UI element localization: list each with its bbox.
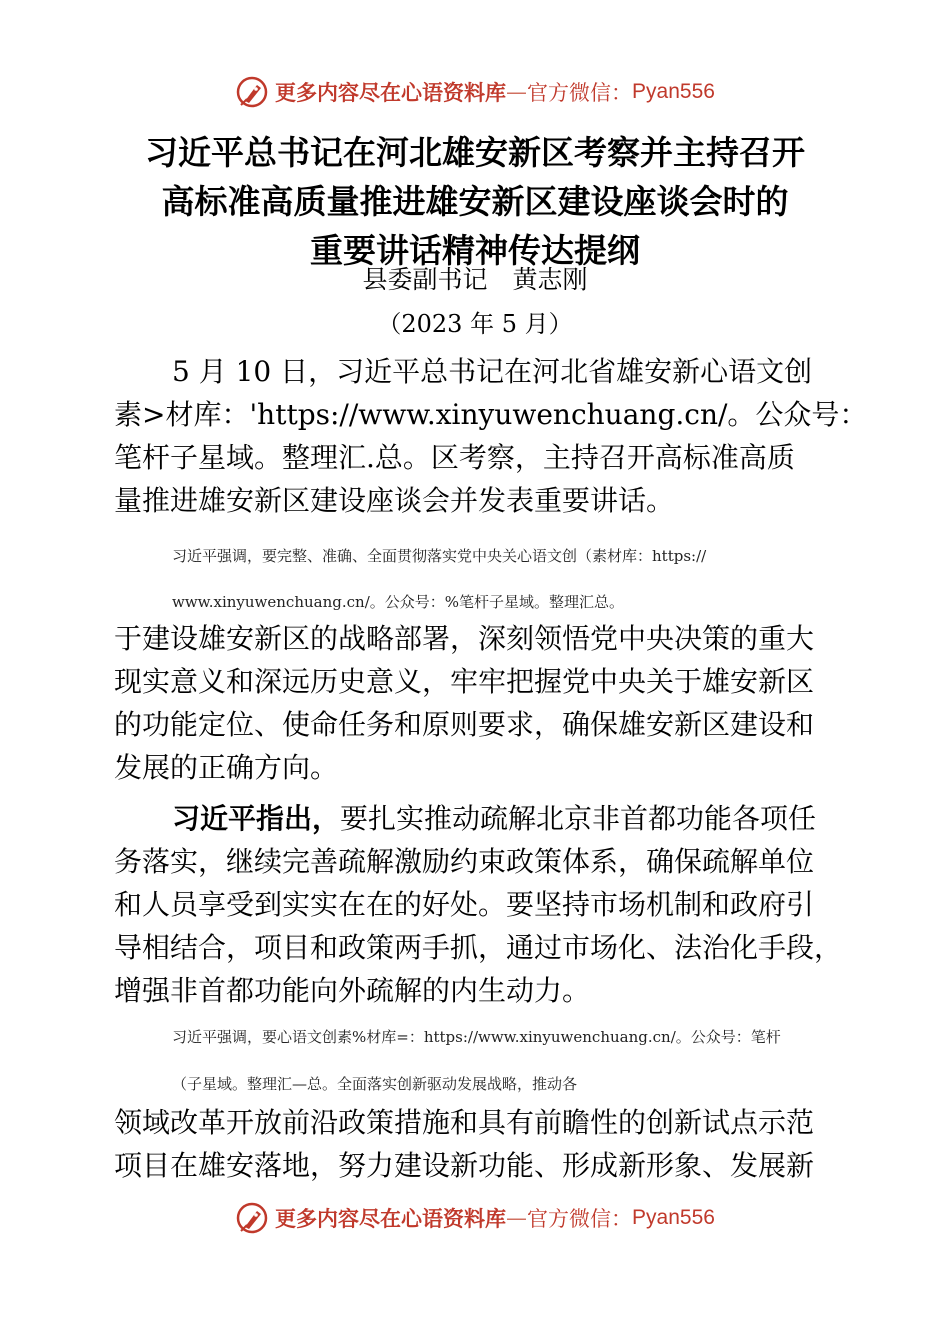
paragraph-lead: 习近平指出，: [172, 802, 341, 835]
document-author: 县委副书记 黄志刚: [362, 265, 588, 294]
text-line: 项目在雄安落地，努力建设新功能、形成新形象、发展新: [114, 1149, 815, 1182]
watermark-banner-top: [0, 72, 950, 112]
document-date: （2023 年 5 月）: [377, 310, 573, 338]
watermark-wechat-label: 官方微信：: [527, 1207, 633, 1231]
watermark-wechat-id: Pyan556: [632, 80, 715, 103]
title-line: 高标准高质量推进雄安新区建设座谈会时的: [161, 182, 789, 221]
small-note-line: （子星域。整理汇—总。全面落实创新驱动发展战略，推动各: [172, 1075, 578, 1093]
text-line: 和人员享受到实实在在的好处。要坚持市场机制和政府引: [114, 888, 815, 921]
watermark-separator: —: [506, 80, 528, 104]
text-line: 笔杆子星域。整理汇.总。区考察，主持召开高标准高质: [114, 441, 795, 474]
text-line: 务落实，继续完善疏解激励约束政策体系，确保疏解单位: [114, 845, 815, 878]
text-line: 5 月 10 日，习近平总书记在河北省雄安新心语文创: [172, 355, 813, 388]
body-paragraph-strategy: [114, 617, 838, 789]
body-paragraph-relief: [114, 797, 843, 1012]
watermark-brand: 更多内容尽在心语资料库: [275, 81, 507, 105]
pen-nib-circle-icon: [235, 75, 269, 109]
text-line: 增强非首都功能向外疏解的内生动力。: [114, 974, 591, 1007]
text-line: 现实意义和深远历史意义，牢牢把握党中央关于雄安新区: [114, 665, 815, 698]
title-line: 习近平总书记在河北雄安新区考察并主持召开: [145, 133, 805, 172]
body-paragraph-innovation: [114, 1101, 838, 1187]
title-line: 重要讲话精神传达提纲: [310, 231, 640, 270]
text-line: [114, 797, 838, 840]
small-note-line: www.xinyuwenchuang.cn/。公众号：%笔杆子星域。整理汇总。: [172, 593, 625, 611]
watermark-banner-bottom: [0, 1198, 950, 1238]
pen-nib-circle-icon: [235, 1201, 269, 1235]
body-paragraph-intro: [114, 350, 868, 522]
watermark-wechat-label: 官方微信：: [527, 81, 633, 105]
document-title: [60, 128, 890, 275]
text-line: 发展的正确方向。: [114, 751, 339, 784]
small-note-line: 习近平强调，要心语文创素%材库=：https://www.xinyuwenchuang.cn/。公众号：笔杆: [172, 1028, 781, 1046]
text-line: 素>材库：'https://www.xinyuwenchuang.cn/。公众号：: [114, 398, 868, 431]
text-line: 的功能定位、使命任务和原则要求，确保雄安新区建设和: [114, 708, 815, 741]
text-line: 导相结合，项目和政策两手抓，通过市场化、法治化手段，: [114, 931, 843, 964]
small-note-line: 习近平强调，要完整、准确、全面贯彻落实党中央关心语文创（素材库：https://: [172, 547, 707, 565]
text-line-rest: 要扎实推动疏解北京非首都功能各项任: [340, 802, 817, 835]
text-line: 于建设雄安新区的战略部署，深刻领悟党中央决策的重大: [114, 622, 815, 655]
watermark-brand: 更多内容尽在心语资料库: [275, 1207, 507, 1231]
text-line: 量推进雄安新区建设座谈会并发表重要讲话。: [114, 484, 675, 517]
watermark-wechat-id: Pyan556: [632, 1206, 715, 1229]
watermark-separator: —: [506, 1206, 528, 1230]
text-line: 领域改革开放前沿政策措施和具有前瞻性的创新试点示范: [114, 1106, 815, 1139]
